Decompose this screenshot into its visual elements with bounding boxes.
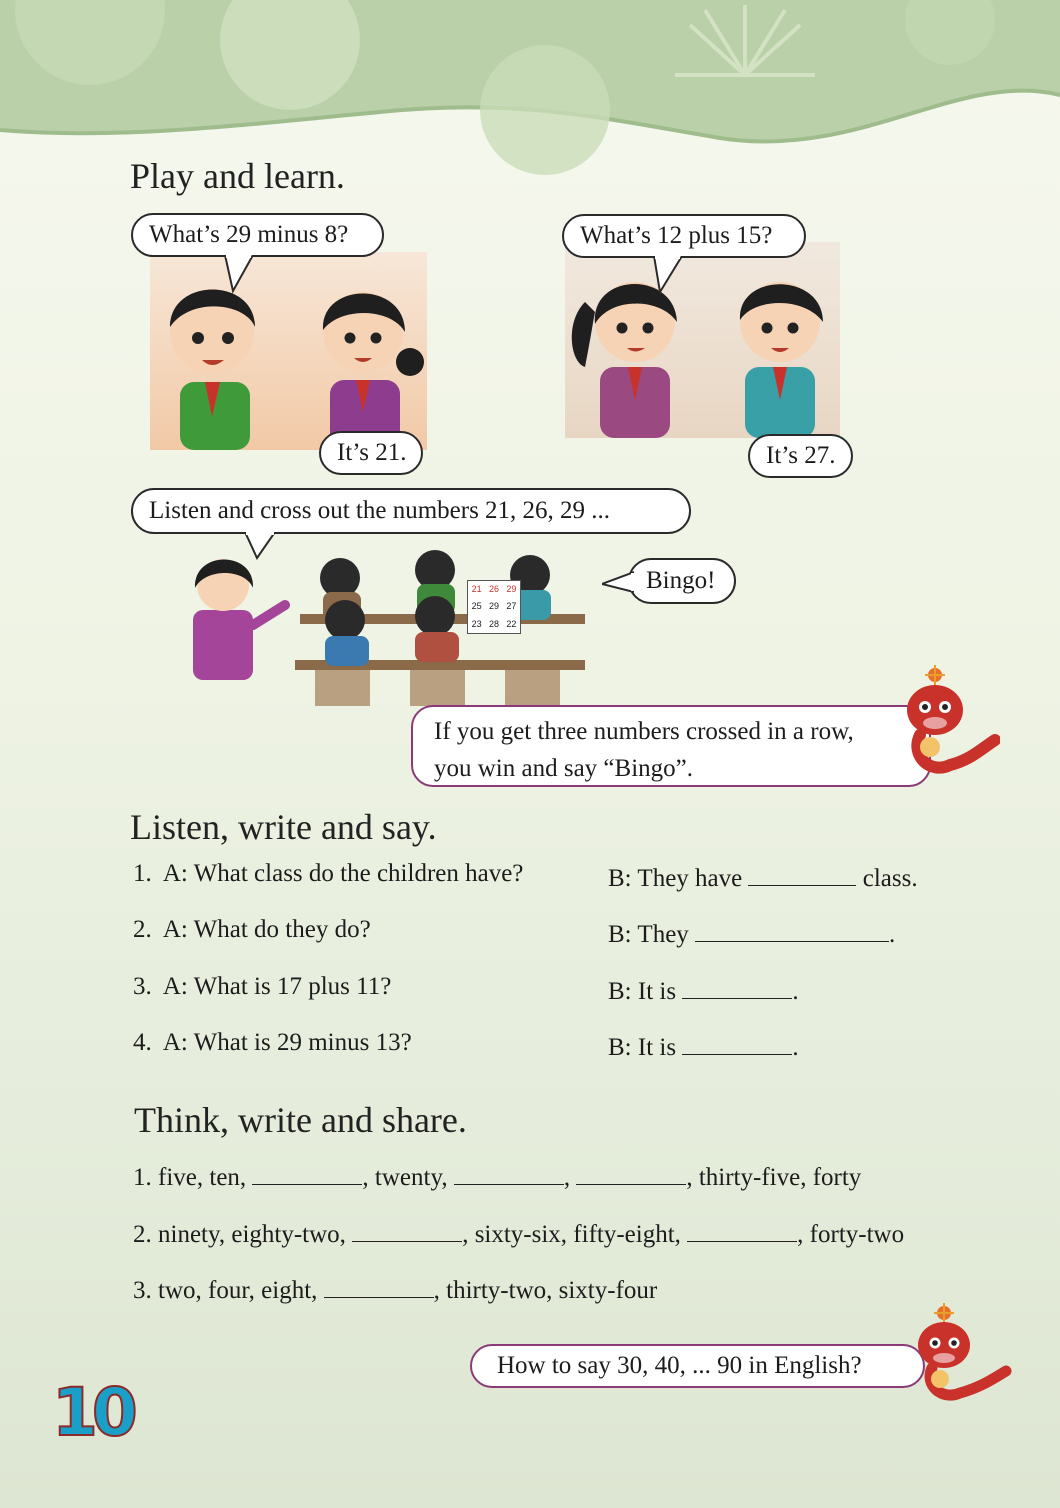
bingo-cell: 22 xyxy=(506,618,517,629)
answer-text: B: They have xyxy=(608,865,743,892)
tip-line: If you get three numbers crossed in a row, xyxy=(434,718,854,745)
answer-text: B: It is xyxy=(608,1034,677,1061)
answer-blank[interactable] xyxy=(682,973,792,999)
think-line-1 xyxy=(133,1159,861,1192)
item-number: 1. xyxy=(133,1164,152,1191)
bingo-cell: 26 xyxy=(488,584,499,594)
answer-text: . xyxy=(792,978,799,1005)
sequence-text: five, ten, xyxy=(158,1164,247,1191)
answer-blank[interactable] xyxy=(695,916,889,942)
illustration-girl-boy xyxy=(565,242,840,438)
answer-text: B: They xyxy=(608,921,689,948)
bingo-cell: 29 xyxy=(506,584,517,594)
tip-box-bingo-rule xyxy=(411,705,931,787)
sequence-blank[interactable] xyxy=(324,1272,434,1298)
listen-question-3 xyxy=(133,973,391,1001)
tip-text: How to say 30, 40, ... 90 in English? xyxy=(497,1352,862,1379)
item-number: 4. xyxy=(133,1029,152,1056)
answer-text: . xyxy=(792,1034,799,1061)
section-title-play: Play and learn. xyxy=(130,156,345,196)
question-text: A: What is 29 minus 13? xyxy=(162,1029,412,1056)
listen-question-4 xyxy=(133,1029,412,1057)
sequence-blank[interactable] xyxy=(454,1159,564,1185)
answer-blank[interactable] xyxy=(748,860,856,886)
speech-bubble-question-1: What’s 29 minus 8? xyxy=(131,213,384,257)
page-number: 10 xyxy=(52,1374,132,1451)
sequence-text: , thirty-two, sixty-four xyxy=(433,1277,658,1304)
question-text: A: What class do the children have? xyxy=(162,860,524,887)
sequence-text: , forty-two xyxy=(797,1221,905,1248)
sequence-blank[interactable] xyxy=(352,1216,462,1242)
sequence-blank[interactable] xyxy=(252,1159,362,1185)
header-decoration xyxy=(0,0,1060,175)
listen-answer-3 xyxy=(608,973,799,1006)
dragon-mascot-icon xyxy=(900,665,1000,780)
sequence-text: , twenty, xyxy=(362,1164,448,1191)
bingo-cell: 27 xyxy=(506,601,517,612)
item-number: 3. xyxy=(133,973,152,1000)
question-text: A: What do they do? xyxy=(162,916,371,943)
tip-line: you win and say “Bingo”. xyxy=(434,755,693,782)
speech-bubble-teacher: Listen and cross out the numbers 21, 26, 29 ... xyxy=(131,488,691,534)
listen-question-2 xyxy=(133,916,371,944)
think-line-2 xyxy=(133,1216,904,1249)
item-number: 1. xyxy=(133,860,152,887)
bingo-cell: 28 xyxy=(488,618,499,629)
speech-bubble-answer-1: It’s 21. xyxy=(319,431,423,475)
bingo-cell: 23 xyxy=(471,618,482,629)
listen-answer-2 xyxy=(608,916,895,949)
illustration-boy-girl xyxy=(150,252,427,450)
tip-box-question xyxy=(470,1344,925,1388)
sequence-blank[interactable] xyxy=(687,1216,797,1242)
listen-answer-4 xyxy=(608,1029,799,1062)
section-title-listen: Listen, write and say. xyxy=(130,807,437,847)
item-number: 2. xyxy=(133,1221,152,1248)
item-number: 2. xyxy=(133,916,152,943)
think-line-3 xyxy=(133,1272,657,1305)
speech-bubble-question-2: What’s 12 plus 15? xyxy=(562,214,806,258)
illustration-classroom xyxy=(185,540,585,708)
speech-bubble-answer-2: It’s 27. xyxy=(748,434,853,478)
question-text: A: What is 17 plus 11? xyxy=(162,973,392,1000)
answer-text: class. xyxy=(862,865,918,892)
bingo-cell: 29 xyxy=(488,601,499,612)
sequence-blank[interactable] xyxy=(576,1159,686,1185)
sequence-text: , xyxy=(563,1164,571,1191)
answer-text: B: It is xyxy=(608,978,677,1005)
listen-answer-1 xyxy=(608,860,918,893)
speech-bubble-bingo: Bingo! xyxy=(628,558,736,604)
sequence-text: ninety, eighty-two, xyxy=(158,1221,346,1248)
bingo-card xyxy=(467,580,521,634)
sequence-text: two, four, eight, xyxy=(158,1277,318,1304)
bingo-cell: 25 xyxy=(471,601,482,612)
bingo-cell: 21 xyxy=(471,584,482,594)
item-number: 3. xyxy=(133,1277,152,1304)
listen-question-1 xyxy=(133,860,523,888)
answer-text: . xyxy=(889,921,896,948)
dragon-mascot-icon xyxy=(912,1303,1012,1403)
section-title-think: Think, write and share. xyxy=(134,1100,467,1140)
sequence-text: , thirty-five, forty xyxy=(686,1164,862,1191)
sequence-text: , sixty-six, fifty-eight, xyxy=(462,1221,681,1248)
answer-blank[interactable] xyxy=(682,1029,792,1055)
